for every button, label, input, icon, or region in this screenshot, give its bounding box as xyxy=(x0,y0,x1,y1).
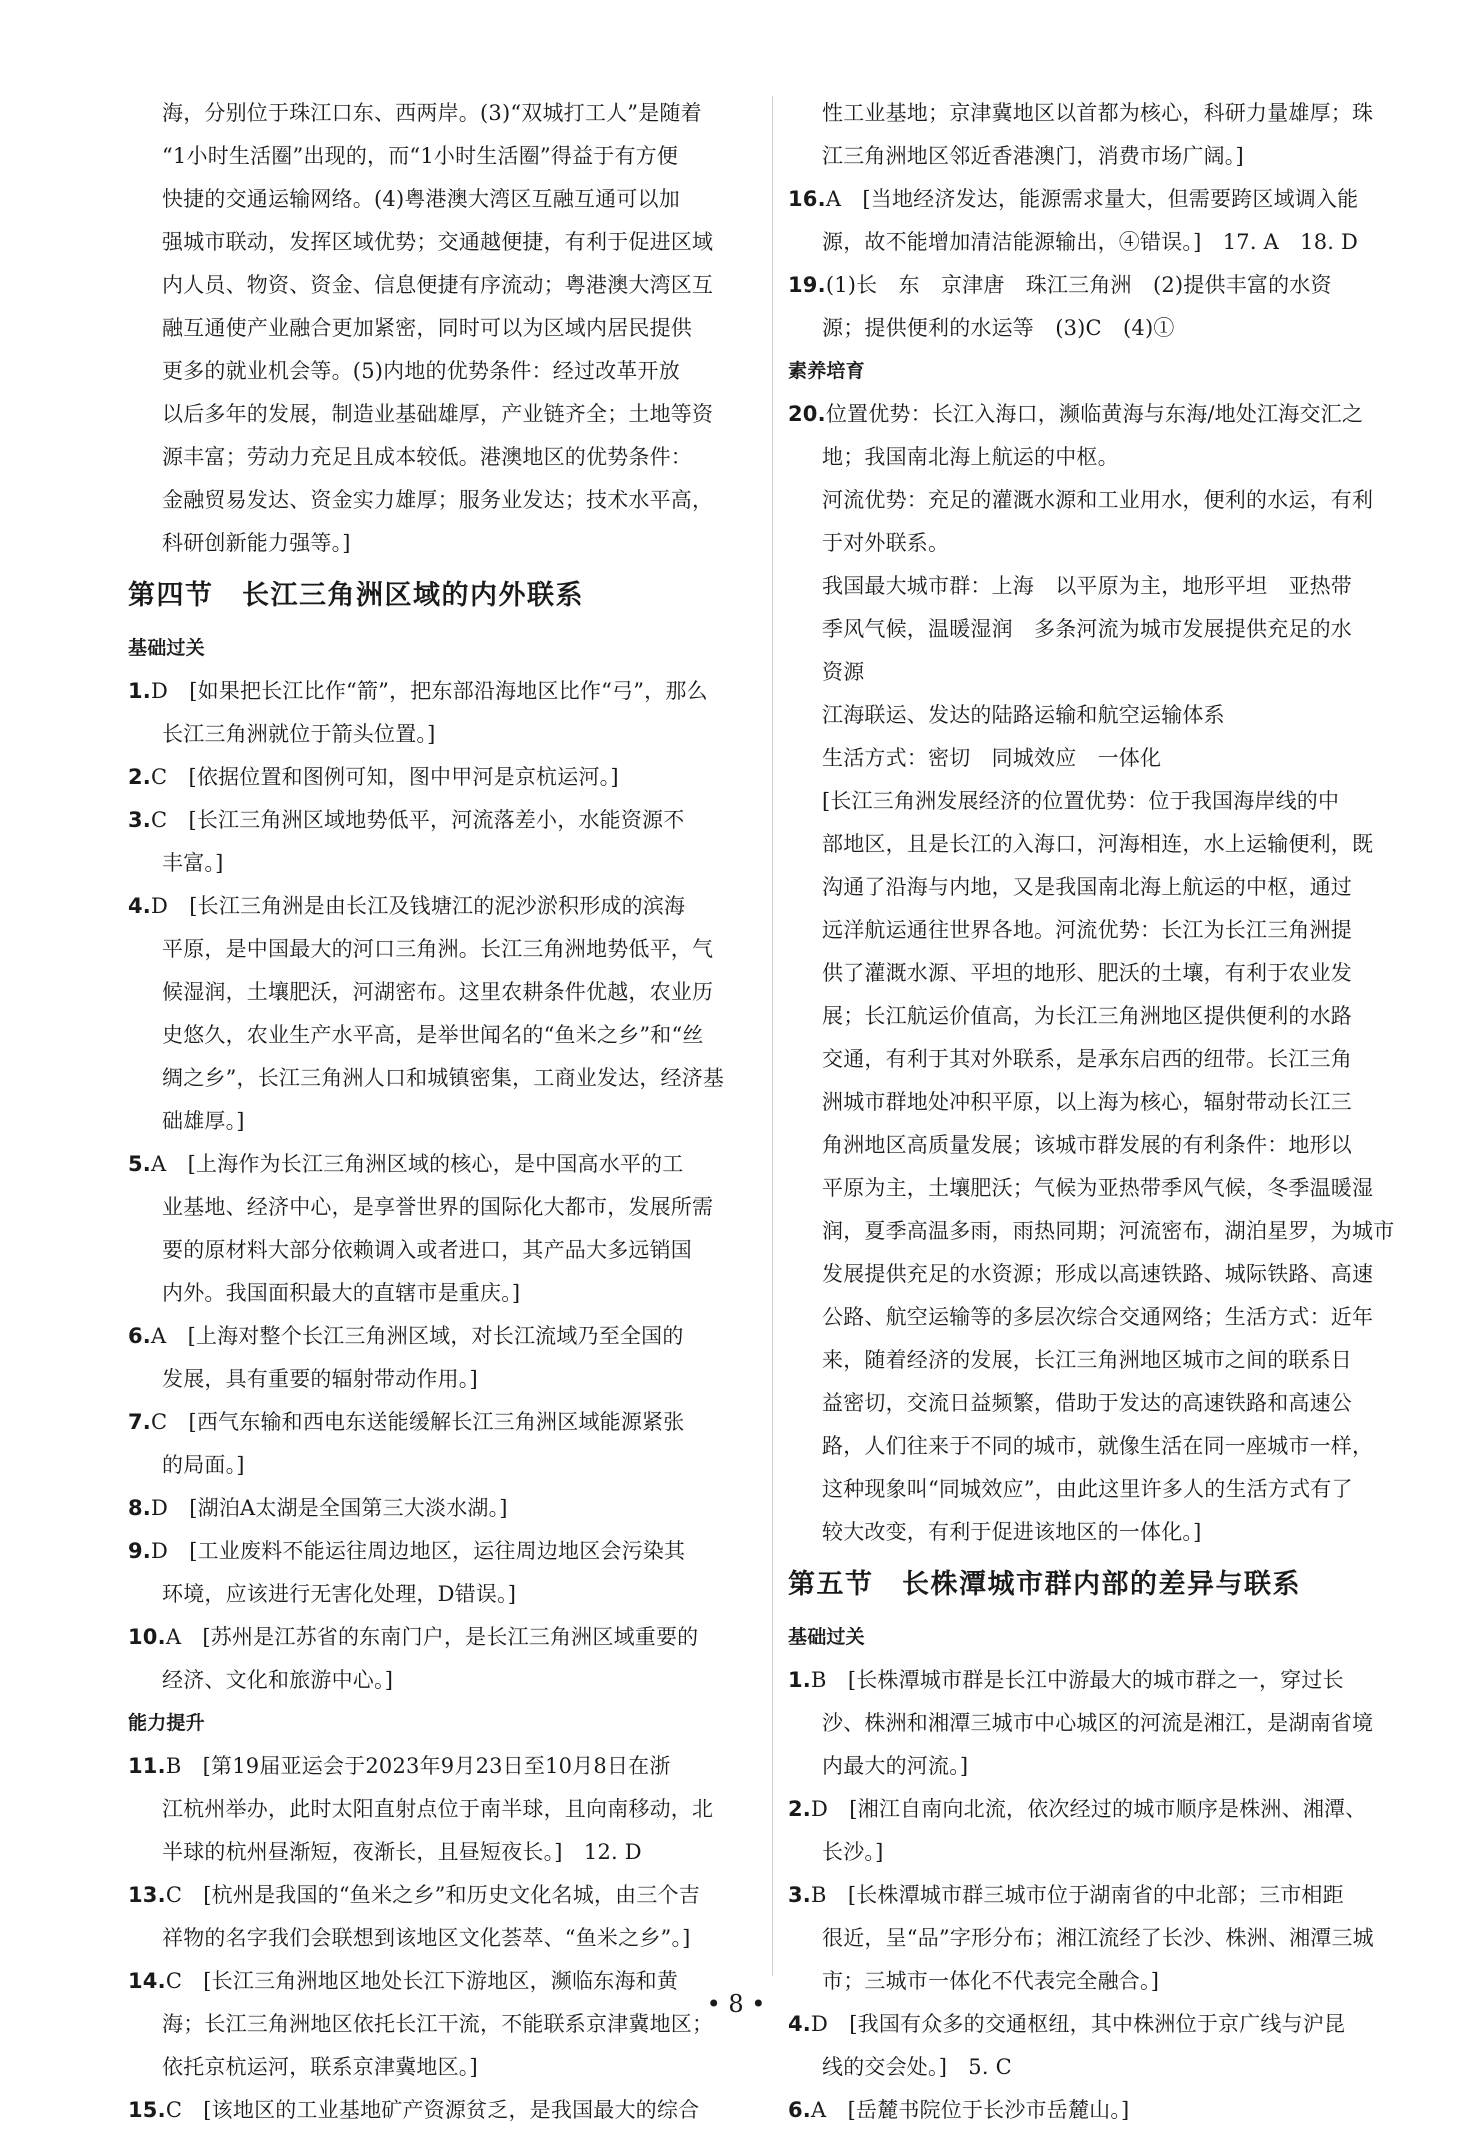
answer-line xyxy=(788,436,1420,479)
answer-line xyxy=(128,307,758,350)
line-text: 能力提升 xyxy=(128,1712,205,1734)
subsection-heading xyxy=(788,350,1420,393)
answer-item xyxy=(128,756,758,799)
answer-item xyxy=(128,1401,758,1444)
line-text: (1)长 东 京津唐 珠江三角洲 (2)提供丰富的水资 xyxy=(825,273,1332,297)
line-text: B [第19届亚运会于2023年9月23日至10月8日在浙 xyxy=(165,1754,671,1778)
question-number: 1. xyxy=(788,1668,811,1692)
answer-line xyxy=(128,1444,758,1487)
answer-item xyxy=(128,885,758,928)
line-text: 长沙。] xyxy=(822,1840,884,1864)
line-text: A [岳麓书院位于长沙市岳麓山。] xyxy=(811,2098,1130,2122)
line-text: 供了灌溉水源、平坦的地形、肥沃的土壤，有利于农业发 xyxy=(822,961,1352,985)
line-text: 平原，是中国最大的河口三角洲。长江三角洲地势低平，气 xyxy=(162,937,714,961)
line-text: D [湖泊A太湖是全国第三大淡水湖。] xyxy=(151,1496,508,1520)
answer-line xyxy=(788,1917,1420,1960)
answer-line xyxy=(788,608,1420,651)
line-text: 角洲地区高质量发展；该城市群发展的有利条件：地形以 xyxy=(822,1133,1352,1157)
line-text: 要的原材料大部分依赖调入或者进口，其产品大多远销国 xyxy=(162,1238,692,1262)
line-text: 绸之乡”，长江三角洲人口和城镇密集，工商业发达，经济基 xyxy=(162,1066,725,1090)
line-text: 很近，呈“品”字形分布；湘江流经了长沙、株洲、湘潭三城 xyxy=(822,1926,1374,1950)
line-text: A [当地经济发达，能源需求量大，但需要跨区域调入能 xyxy=(825,187,1359,211)
answer-line xyxy=(788,909,1420,952)
answer-item xyxy=(128,1487,758,1530)
answer-line xyxy=(128,713,758,756)
line-text: C [西气东输和西电东送能缓解长江三角洲区域能源紧张 xyxy=(151,1410,685,1434)
answer-item xyxy=(788,264,1420,307)
line-text: 融互通使产业融合更加紧密，同时可以为区域内居民提供 xyxy=(162,316,692,340)
line-text: 江杭州举办，此时太阳直射点位于南半球，且向南移动，北 xyxy=(162,1797,714,1821)
line-text: 益密切，交流日益频繁，借助于发达的高速铁路和高速公 xyxy=(822,1391,1352,1415)
line-text: 地；我国南北海上航运的中枢。 xyxy=(822,445,1119,469)
question-number: 1. xyxy=(128,679,151,703)
line-text: C [该地区的工业基地矿产资源贫乏，是我国最大的综合 xyxy=(165,2098,700,2122)
line-text: 润，夏季高温多雨，雨热同期；河流密布，湖泊星罗，为城市 xyxy=(822,1219,1395,1243)
line-text: 科研创新能力强等。] xyxy=(162,531,351,555)
line-text: 较大改变，有利于促进该地区的一体化。] xyxy=(822,1520,1202,1544)
line-text: 内人员、物资、资金、信息便捷有序流动；粤港澳大湾区互 xyxy=(162,273,714,297)
question-number: 16. xyxy=(788,187,826,211)
line-text: B [长株潭城市群三城市位于湖南省的中北部；三市相距 xyxy=(811,1883,1344,1907)
answer-line xyxy=(788,565,1420,608)
answer-line xyxy=(128,1229,758,1272)
line-text: 基础过关 xyxy=(788,1626,865,1648)
answer-line xyxy=(128,1014,758,1057)
answer-line xyxy=(128,1788,758,1831)
line-text: 内外。我国面积最大的直辖市是重庆。] xyxy=(162,1281,521,1305)
line-text: 第四节 长江三角洲区域的内外联系 xyxy=(128,580,584,611)
line-text: “1小时生活圈”出现的，而“1小时生活圈”得益于有方便 xyxy=(162,144,679,168)
answer-line xyxy=(788,1296,1420,1339)
answer-line xyxy=(128,1100,758,1143)
line-text: 础雄厚。] xyxy=(162,1109,245,1133)
line-text: 发展，具有重要的辐射带动作用。] xyxy=(162,1367,478,1391)
line-text: 这种现象叫“同城效应”，由此这里许多人的生活方式有了 xyxy=(822,1477,1353,1501)
answer-line xyxy=(788,780,1420,823)
line-text: 展；长江航运价值高，为长江三角洲地区提供便利的水路 xyxy=(822,1004,1352,1028)
line-text: 丰富。] xyxy=(162,851,224,875)
answer-item xyxy=(788,1788,1420,1831)
answer-line xyxy=(788,694,1420,737)
line-text: 来，随着经济的发展，长江三角洲地区城市之间的联系日 xyxy=(822,1348,1352,1372)
line-text: 长江三角洲就位于箭头位置。] xyxy=(162,722,436,746)
line-text: 依托京杭运河，联系京津冀地区。] xyxy=(162,2055,478,2079)
answer-line xyxy=(788,866,1420,909)
line-text: 快捷的交通运输网络。(4)粤港澳大湾区互融互通可以加 xyxy=(162,187,680,211)
question-number: 6. xyxy=(128,1324,151,1348)
line-text: 史悠久，农业生产水平高，是举世闻名的“鱼米之乡”和“丝 xyxy=(162,1023,704,1047)
line-text: 半球的杭州昼渐短，夜渐长，且昼短夜长。] 12. D xyxy=(162,1840,642,1864)
answer-line xyxy=(128,350,758,393)
question-number: 11. xyxy=(128,1754,166,1778)
answer-item xyxy=(128,1530,758,1573)
line-text: 路，人们往来于不同的城市，就像生活在同一座城市一样， xyxy=(822,1434,1374,1458)
line-text: D [长江三角洲是由长江及钱塘江的泥沙淤积形成的滨海 xyxy=(151,894,686,918)
left-column xyxy=(128,92,758,2132)
line-text: 沙、株洲和湘潭三城市中心城区的河流是湘江，是湖南省境 xyxy=(822,1711,1374,1735)
answer-line xyxy=(788,651,1420,694)
line-text: D [湘江自南向北流，依次经过的城市顺序是株洲、湘潭、 xyxy=(811,1797,1367,1821)
line-text: 基础过关 xyxy=(128,637,205,659)
question-number: 13. xyxy=(128,1883,166,1907)
line-text: A [苏州是江苏省的东南门户，是长江三角洲区域重要的 xyxy=(165,1625,699,1649)
line-text: 生活方式：密切 同城效应 一体化 xyxy=(822,746,1162,770)
question-number: 6. xyxy=(788,2098,811,2122)
line-text: 河流优势：充足的灌溉水源和工业用水，便利的水运，有利 xyxy=(822,488,1374,512)
answer-line xyxy=(128,842,758,885)
answer-line xyxy=(128,522,758,565)
answer-line xyxy=(788,92,1420,135)
question-number: 8. xyxy=(128,1496,151,1520)
subsection-heading xyxy=(128,627,758,670)
answer-line xyxy=(128,221,758,264)
line-text: [长江三角洲发展经济的位置优势：位于我国海岸线的中 xyxy=(822,789,1340,813)
line-text: 海；长江三角洲地区依托长江干流，不能联系京津冀地区； xyxy=(162,2012,714,2036)
line-text: C [长江三角洲地区地处长江下游地区，濒临东海和黄 xyxy=(165,1969,679,1993)
line-text: 江三角洲地区邻近香港澳门，消费市场广阔。] xyxy=(822,144,1244,168)
section-heading xyxy=(788,1554,1420,1616)
line-text: 我国最大城市群：上海 以平原为主，地形平坦 亚热带 xyxy=(822,574,1352,598)
answer-line xyxy=(788,1382,1420,1425)
column-divider xyxy=(772,96,773,1976)
answer-line xyxy=(788,1468,1420,1511)
question-number: 10. xyxy=(128,1625,166,1649)
question-number: 4. xyxy=(128,894,151,918)
line-text: 位置优势：长江入海口，濒临黄海与东海/地处江海交汇之 xyxy=(825,402,1364,426)
answer-item xyxy=(788,1659,1420,1702)
line-text: 发展提供充足的水资源；形成以高速铁路、城际铁路、高速 xyxy=(822,1262,1374,1286)
line-text: 线的交会处。] 5. C xyxy=(822,2055,1012,2079)
line-text: 平原为主，土壤肥沃；气候为亚热带季风气候，冬季温暖湿 xyxy=(822,1176,1374,1200)
line-text: D [我国有众多的交通枢纽，其中株洲位于京广线与沪昆 xyxy=(811,2012,1346,2036)
question-number: 4. xyxy=(788,2012,811,2036)
line-text: 金融贸易发达、资金实力雄厚；服务业发达；技术水平高， xyxy=(162,488,714,512)
question-number: 3. xyxy=(788,1883,811,1907)
answer-line xyxy=(128,178,758,221)
line-text: 源；提供便利的水运等 (3)C (4)① xyxy=(822,316,1175,340)
answer-line xyxy=(128,928,758,971)
answer-line xyxy=(788,1253,1420,1296)
line-text: 公路、航空运输等的多层次综合交通网络；生活方式：近年 xyxy=(822,1305,1374,1329)
line-text: 以后多年的发展，制造业基础雄厚，产业链齐全；土地等资 xyxy=(162,402,714,426)
answer-line xyxy=(128,1358,758,1401)
line-text: 第五节 长株潭城市群内部的差异与联系 xyxy=(788,1569,1301,1600)
line-text: D [如果把长江比作“箭”，把东部沿海地区比作“弓”，那么 xyxy=(151,679,708,703)
line-text: B [长株潭城市群是长江中游最大的城市群之一，穿过长 xyxy=(811,1668,1344,1692)
line-text: 于对外联系。 xyxy=(822,531,950,555)
subsection-heading xyxy=(788,1616,1420,1659)
line-text: C [依据位置和图例可知，图中甲河是京杭运河。] xyxy=(151,765,619,789)
answer-line xyxy=(128,264,758,307)
answer-line xyxy=(128,1917,758,1960)
line-text: 性工业基地；京津冀地区以首都为核心，科研力量雄厚；珠 xyxy=(822,101,1374,125)
answer-line xyxy=(788,1745,1420,1788)
question-number: 3. xyxy=(128,808,151,832)
line-text: 源丰富；劳动力充足且成本较低。港澳地区的优势条件： xyxy=(162,445,692,469)
line-text: 部地区，且是长江的入海口，河海相连，水上运输便利，既 xyxy=(822,832,1374,856)
answer-line xyxy=(128,1659,758,1702)
answer-line xyxy=(788,1702,1420,1745)
answer-item xyxy=(128,670,758,713)
answer-line xyxy=(788,1831,1420,1874)
subsection-heading xyxy=(128,1702,758,1745)
answer-item xyxy=(788,178,1420,221)
answer-item xyxy=(128,1315,758,1358)
line-text: 业基地、经济中心，是享誉世界的国际化大都市，发展所需 xyxy=(162,1195,714,1219)
answer-line xyxy=(788,1210,1420,1253)
answer-line xyxy=(788,1081,1420,1124)
answer-line xyxy=(128,2046,758,2089)
answer-line xyxy=(788,823,1420,866)
answer-item xyxy=(128,1143,758,1186)
answer-line xyxy=(788,1511,1420,1554)
line-text: 内最大的河流。] xyxy=(822,1754,969,1778)
line-text: 的局面。] xyxy=(162,1453,245,1477)
right-column xyxy=(788,92,1420,2132)
answer-item xyxy=(788,393,1420,436)
question-number: 9. xyxy=(128,1539,151,1563)
question-number: 2. xyxy=(788,1797,811,1821)
question-number: 15. xyxy=(128,2098,166,2122)
line-text: 洲城市群地处冲积平原，以上海为核心，辐射带动长江三 xyxy=(822,1090,1352,1114)
answer-line xyxy=(788,1425,1420,1468)
section-heading xyxy=(128,565,758,627)
question-number: 20. xyxy=(788,402,826,426)
line-text: 沟通了沿海与内地，又是我国南北海上航运的中枢，通过 xyxy=(822,875,1352,899)
answer-item xyxy=(128,1874,758,1917)
line-text: 源，故不能增加清洁能源输出，④错误。] 17. A 18. D xyxy=(822,230,1359,254)
line-text: C [长江三角洲区域地势低平，河流落差小，水能资源不 xyxy=(151,808,685,832)
answer-line xyxy=(788,1339,1420,1382)
question-number: 2. xyxy=(128,765,151,789)
answer-line xyxy=(128,393,758,436)
answer-line xyxy=(128,1186,758,1229)
answer-line xyxy=(788,522,1420,565)
line-text: C [杭州是我国的“鱼米之乡”和历史文化名城，由三个吉 xyxy=(165,1883,700,1907)
answer-line xyxy=(128,1573,758,1616)
line-text: A [上海对整个长江三角洲区域，对长江流域乃至全国的 xyxy=(151,1324,684,1348)
line-text: 江海联运、发达的陆路运输和航空运输体系 xyxy=(822,703,1225,727)
line-text: 远洋航运通往世界各地。河流优势：长江为长江三角洲提 xyxy=(822,918,1352,942)
line-text: 经济、文化和旅游中心。] xyxy=(162,1668,394,1692)
line-text: 素养培育 xyxy=(788,360,865,382)
answer-item xyxy=(788,1874,1420,1917)
answer-line xyxy=(788,1124,1420,1167)
line-text: 资源 xyxy=(822,660,865,684)
page-number: • 8 • xyxy=(706,1990,766,2018)
answer-line xyxy=(128,135,758,178)
line-text: 祥物的名字我们会联想到该地区文化荟萃、“鱼米之乡”。] xyxy=(162,1926,691,1950)
answer-line xyxy=(128,479,758,522)
answer-line xyxy=(128,436,758,479)
line-text: 交通，有利于其对外联系，是承东启西的纽带。长江三角 xyxy=(822,1047,1352,1071)
answer-line xyxy=(788,737,1420,780)
answer-line xyxy=(788,1167,1420,1210)
answer-line xyxy=(788,221,1420,264)
line-text: 海，分别位于珠江口东、西两岸。(3)“双城打工人”是随着 xyxy=(162,101,702,125)
answer-line xyxy=(788,952,1420,995)
line-text: A [上海作为长江三角洲区域的核心，是中国高水平的工 xyxy=(151,1152,684,1176)
line-text: D [工业废料不能运往周边地区，运往周边地区会污染其 xyxy=(151,1539,686,1563)
answer-line xyxy=(788,135,1420,178)
line-text: 市；三城市一体化不代表完全融合。] xyxy=(822,1969,1160,1993)
answer-line xyxy=(128,92,758,135)
answer-line xyxy=(788,1038,1420,1081)
question-number: 14. xyxy=(128,1969,166,1993)
answer-item xyxy=(128,1745,758,1788)
answer-line xyxy=(788,479,1420,522)
answer-item xyxy=(128,1616,758,1659)
answer-line xyxy=(788,995,1420,1038)
line-text: 季风气候，温暖湿润 多条河流为城市发展提供充足的水 xyxy=(822,617,1352,641)
line-text: 候湿润，土壤肥沃，河湖密布。这里农耕条件优越，农业历 xyxy=(162,980,714,1004)
answer-line xyxy=(128,971,758,1014)
answer-item xyxy=(128,2089,758,2132)
answer-line xyxy=(128,1272,758,1315)
line-text: 强城市联动，发挥区域优势；交通越便捷，有利于促进区域 xyxy=(162,230,714,254)
answer-item xyxy=(788,2089,1420,2132)
answer-line xyxy=(788,307,1420,350)
answer-line xyxy=(128,1831,758,1874)
answer-line xyxy=(788,2046,1420,2089)
line-text: 环境，应该进行无害化处理，D错误。] xyxy=(162,1582,517,1606)
answer-item xyxy=(128,799,758,842)
answer-line xyxy=(128,1057,758,1100)
line-text: 更多的就业机会等。(5)内地的优势条件：经过改革开放 xyxy=(162,359,680,383)
question-number: 7. xyxy=(128,1410,151,1434)
question-number: 19. xyxy=(788,273,826,297)
question-number: 5. xyxy=(128,1152,151,1176)
